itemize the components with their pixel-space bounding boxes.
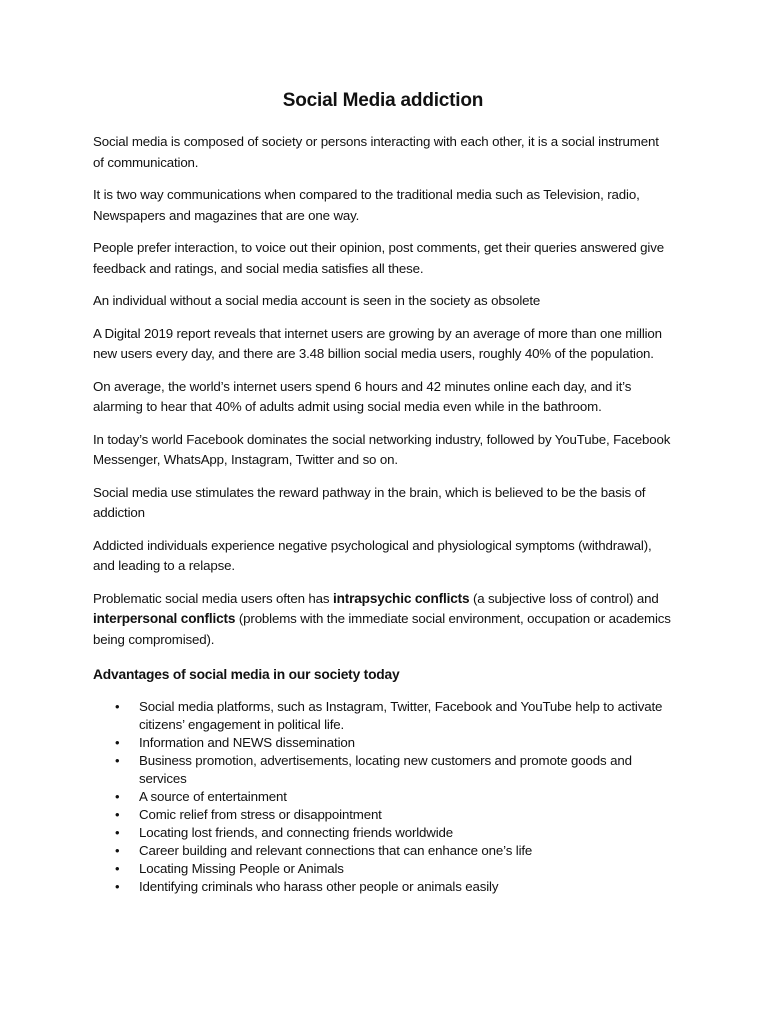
bullet-icon: • <box>115 735 120 750</box>
paragraph: Social media use stimulates the reward pathway in the brain, which is believed to be the basis of addiction <box>93 484 646 520</box>
bullet-icon: • <box>115 879 120 894</box>
list-item-text: Business promotion, advertisements, locating new customers and promote goods and services <box>139 753 632 786</box>
list-item <box>115 698 673 734</box>
bullet-icon: • <box>115 825 120 840</box>
paragraph: A Digital 2019 report reveals that internet users are growing by an average of more than one million new users every day, and there are 3.48 billion social media users, roughly 40% of the population. <box>93 325 662 361</box>
paragraph: In today’s world Facebook dominates the social networking industry, followed by YouTube, Facebook Messenger, WhatsApp, Instagram, Twitter and so on. <box>93 431 671 467</box>
advantages-heading: Advantages of social media in our society today <box>93 667 400 682</box>
list-item-text: Comic relief from stress or disappointment <box>139 807 382 822</box>
interpersonal-conflicts-term: interpersonal conflicts <box>93 611 236 626</box>
list-item-text: Social media platforms, such as Instagram, Twitter, Facebook and YouTube help to activate citizens’ engagement in political life. <box>139 699 663 732</box>
list-item-text: Locating Missing People or Animals <box>139 861 344 876</box>
list-item <box>115 842 673 860</box>
paragraph: Addicted individuals experience negative psychological and physiological symptoms (withdrawal), and leading to a relapse. <box>93 537 652 573</box>
list-item <box>115 878 673 896</box>
paragraph: On average, the world’s internet users spend 6 hours and 42 minutes online each day, and it’s alarming to hear that 40% of adults admit using social media even while in the bathroom. <box>93 378 632 414</box>
paragraph: An individual without a social media account is seen in the society as obsolete <box>93 293 541 308</box>
conflicts-text-part3: (problems with the immediate social environment, occupation or academics being compromised). <box>93 611 671 647</box>
advantages-list <box>93 698 673 896</box>
bullet-icon: • <box>115 789 120 804</box>
list-item <box>115 824 673 842</box>
list-item-text: Career building and relevant connections that can enhance one’s life <box>139 843 533 858</box>
paragraph: People prefer interaction, to voice out their opinion, post comments, get their queries answered give feedback and ratings, and social media satisfies all these. <box>93 240 664 276</box>
list-item-text: Locating lost friends, and connecting friends worldwide <box>139 825 454 840</box>
list-item <box>115 860 673 878</box>
intrapsychic-conflicts-term: intrapsychic conflicts <box>332 590 470 606</box>
conflicts-paragraph <box>93 589 673 651</box>
bullet-icon: • <box>115 843 120 858</box>
bullet-icon: • <box>115 807 120 822</box>
conflicts-text-part2: (a subjective loss of control) and <box>469 590 659 606</box>
paragraph: It is two way communications when compared to the traditional media such as Television, radio, Newspapers and magazines that are one way. <box>93 187 640 223</box>
list-item-text: A source of entertainment <box>139 789 287 804</box>
bullet-icon: • <box>115 699 120 714</box>
list-item-text: Identifying criminals who harass other people or animals easily <box>139 879 499 894</box>
document-title: Social Media addiction <box>282 90 484 111</box>
bullet-icon: • <box>115 861 120 876</box>
list-item <box>115 752 673 788</box>
conflicts-text-part1: Problematic social media users often has <box>93 590 333 606</box>
list-item <box>115 806 673 824</box>
list-item-text: Information and NEWS dissemination <box>139 735 355 750</box>
document-page <box>93 86 673 896</box>
list-item <box>115 734 673 752</box>
bullet-icon: • <box>115 753 120 768</box>
paragraph: Social media is composed of society or persons interacting with each other, it is a social instrument of communication. <box>93 134 659 170</box>
list-item <box>115 788 673 806</box>
